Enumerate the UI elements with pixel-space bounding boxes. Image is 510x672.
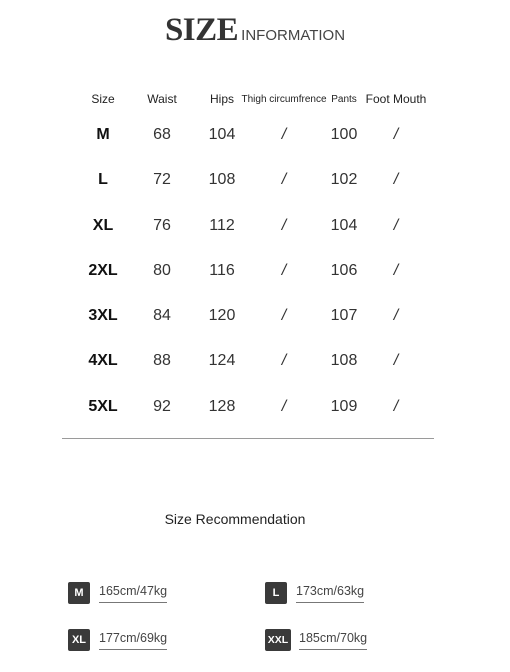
page-title — [0, 12, 510, 49]
cell-pants: 109 — [330, 397, 358, 415]
cell-foot-mouth: / — [393, 216, 399, 234]
cell-waist: 68 — [153, 126, 171, 143]
size-badge: M — [68, 582, 90, 604]
cell-hips: 116 — [209, 261, 235, 279]
cell-hips: 112 — [209, 216, 235, 234]
table-row — [78, 250, 438, 295]
header-waist: Waist — [147, 92, 177, 106]
cell-thigh: / — [281, 261, 287, 279]
cell-hips: 128 — [208, 397, 236, 415]
cell-foot-mouth: / — [393, 307, 399, 325]
table-row — [78, 114, 438, 159]
cell-waist: 92 — [153, 397, 171, 415]
cell-thigh: / — [281, 171, 287, 189]
cell-waist: 72 — [153, 171, 171, 189]
size-table — [78, 84, 438, 431]
cell-pants: 100 — [330, 126, 358, 143]
cell-hips: 124 — [208, 352, 236, 370]
cell-pants: 107 — [330, 307, 358, 325]
cell-size: 2XL — [88, 261, 118, 279]
table-row — [78, 205, 438, 250]
cell-waist: 88 — [153, 352, 171, 370]
recommendation-text: 173cm/63kg — [296, 584, 364, 603]
cell-thigh: / — [281, 126, 287, 143]
size-badge: XL — [68, 629, 90, 651]
cell-foot-mouth: / — [393, 352, 399, 370]
divider — [62, 438, 434, 439]
cell-hips: 104 — [208, 126, 236, 143]
cell-thigh: / — [281, 216, 287, 234]
title-sub: INFORMATION — [241, 27, 346, 44]
cell-pants: 104 — [330, 216, 358, 234]
cell-size: 4XL — [88, 352, 118, 370]
cell-waist: 84 — [153, 307, 171, 325]
recommendation-text: 185cm/70kg — [299, 631, 367, 650]
cell-foot-mouth: / — [393, 397, 399, 415]
recommendation-title: Size Recommendation — [164, 511, 306, 527]
cell-waist: 80 — [153, 261, 171, 279]
table-header-row — [78, 84, 438, 114]
table-row — [78, 340, 438, 385]
size-badge: XXL — [265, 629, 291, 651]
recommendation-text: 177cm/69kg — [99, 631, 167, 650]
cell-thigh: / — [281, 352, 287, 370]
recommendation-text: 165cm/47kg — [99, 584, 167, 603]
cell-size: M — [96, 126, 110, 143]
cell-size: L — [98, 171, 108, 189]
cell-foot-mouth: / — [393, 261, 399, 279]
size-badge: L — [265, 582, 287, 604]
cell-pants: 106 — [330, 261, 358, 279]
header-hips: Hips — [209, 92, 235, 106]
cell-size: XL — [92, 216, 114, 234]
title-main: SIZE — [164, 12, 239, 48]
header-foot-mouth: Foot Mouth — [365, 92, 427, 106]
table-row — [78, 386, 438, 431]
cell-hips: 108 — [208, 171, 236, 189]
table-row — [78, 295, 438, 340]
cell-pants: 108 — [330, 352, 358, 370]
cell-waist: 76 — [153, 216, 171, 234]
cell-size: 5XL — [88, 397, 118, 415]
cell-pants: 102 — [330, 171, 358, 189]
cell-foot-mouth: / — [393, 171, 399, 189]
table-row — [78, 159, 438, 204]
cell-size: 3XL — [88, 307, 118, 325]
header-thigh: Thigh circumfrence — [241, 94, 327, 105]
header-pants: Pants — [331, 94, 357, 105]
header-size: Size — [91, 92, 115, 106]
cell-hips: 120 — [208, 307, 236, 325]
cell-thigh: / — [281, 307, 287, 325]
cell-foot-mouth: / — [393, 126, 399, 143]
cell-thigh: / — [281, 397, 287, 415]
